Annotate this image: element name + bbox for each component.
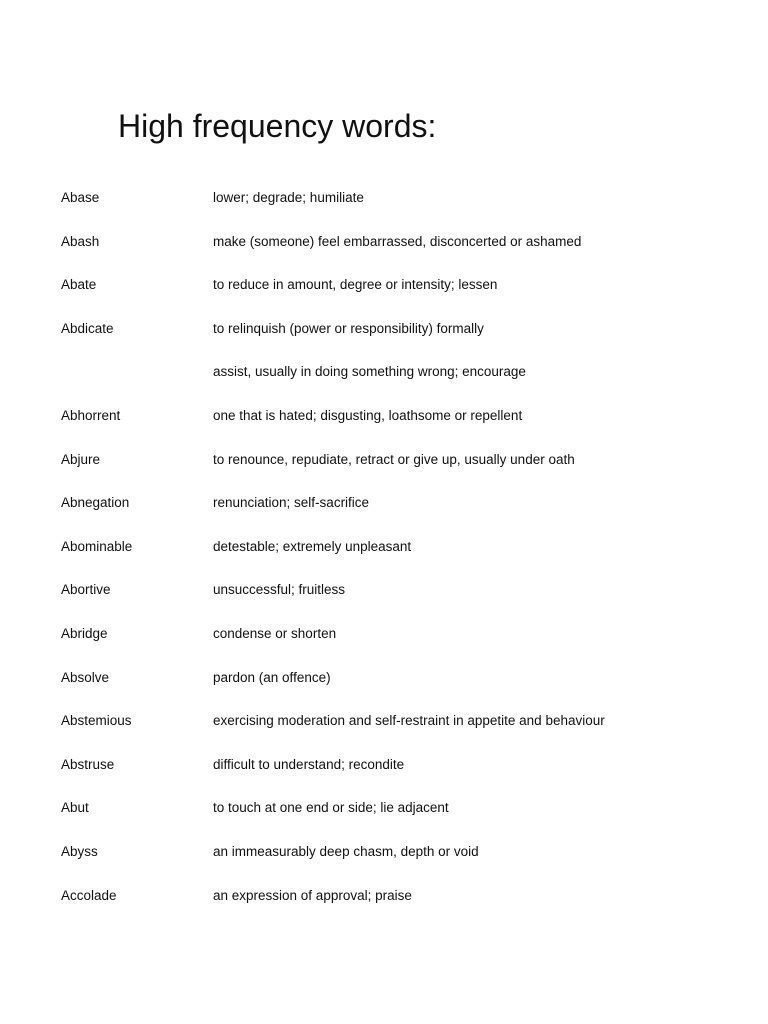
- word-entry: [61, 884, 741, 928]
- word-term: Abstruse: [61, 756, 115, 772]
- word-definition: assist, usually in doing something wrong; encourage: [213, 364, 526, 380]
- word-entry: [61, 491, 741, 535]
- word-term: Abridge: [61, 625, 108, 641]
- word-entry: [61, 578, 741, 622]
- word-definition: condense or shorten: [213, 625, 337, 641]
- word-definition: to touch at one end or side; lie adjacent: [213, 800, 449, 816]
- word-definition: renunciation; self-sacrifice: [213, 495, 370, 511]
- word-definition: difficult to understand; recondite: [213, 756, 405, 772]
- word-term: Abate: [61, 277, 97, 293]
- word-term: Abominable: [61, 538, 133, 554]
- word-entry: [61, 753, 741, 797]
- word-definition: to relinquish (power or responsibility) formally: [213, 320, 484, 336]
- word-term: Accolade: [61, 887, 117, 903]
- word-term: Abstemious: [61, 713, 132, 729]
- word-term: Abase: [61, 190, 100, 205]
- word-term: Abnegation: [61, 495, 130, 511]
- word-definition: exercising moderation and self-restraint in appetite and behaviour: [213, 713, 605, 729]
- word-entry: [61, 230, 741, 274]
- word-term: Abyss: [61, 843, 98, 859]
- word-list: [61, 186, 741, 927]
- word-entry: [61, 317, 741, 361]
- word-definition: make (someone) feel embarrassed, disconcerted or ashamed: [213, 233, 582, 249]
- word-entry: [61, 622, 741, 666]
- word-term: Abdicate: [61, 320, 114, 336]
- word-entry: [61, 404, 741, 448]
- word-term: Abash: [61, 233, 100, 249]
- word-entry: [61, 796, 741, 840]
- word-definition: an expression of approval; praise: [213, 887, 412, 903]
- word-definition: unsuccessful; fruitless: [213, 582, 346, 598]
- page-title: High frequency words:: [118, 108, 437, 144]
- word-term: Abortive: [61, 582, 111, 598]
- word-entry: [61, 273, 741, 317]
- word-definition: detestable; extremely unpleasant: [213, 538, 412, 554]
- word-definition: to reduce in amount, degree or intensity; lessen: [213, 277, 498, 293]
- word-term: Absolve: [61, 669, 110, 685]
- word-entry: [61, 535, 741, 579]
- word-term: Abhorrent: [61, 407, 121, 423]
- word-term: Abut: [61, 800, 89, 816]
- word-entry: [61, 709, 741, 753]
- word-entry: [61, 186, 741, 230]
- word-definition: to renounce, repudiate, retract or give up, usually under oath: [213, 451, 575, 467]
- word-definition: an immeasurably deep chasm, depth or void: [213, 843, 479, 859]
- word-definition: one that is hated; disgusting, loathsome or repellent: [213, 407, 523, 423]
- word-entry: [61, 360, 741, 404]
- word-entry: [61, 840, 741, 884]
- word-definition: lower; degrade; humiliate: [213, 190, 364, 205]
- word-definition: pardon (an offence): [213, 669, 331, 685]
- word-entry: [61, 666, 741, 710]
- word-term: Abjure: [61, 451, 101, 467]
- word-entry: [61, 448, 741, 492]
